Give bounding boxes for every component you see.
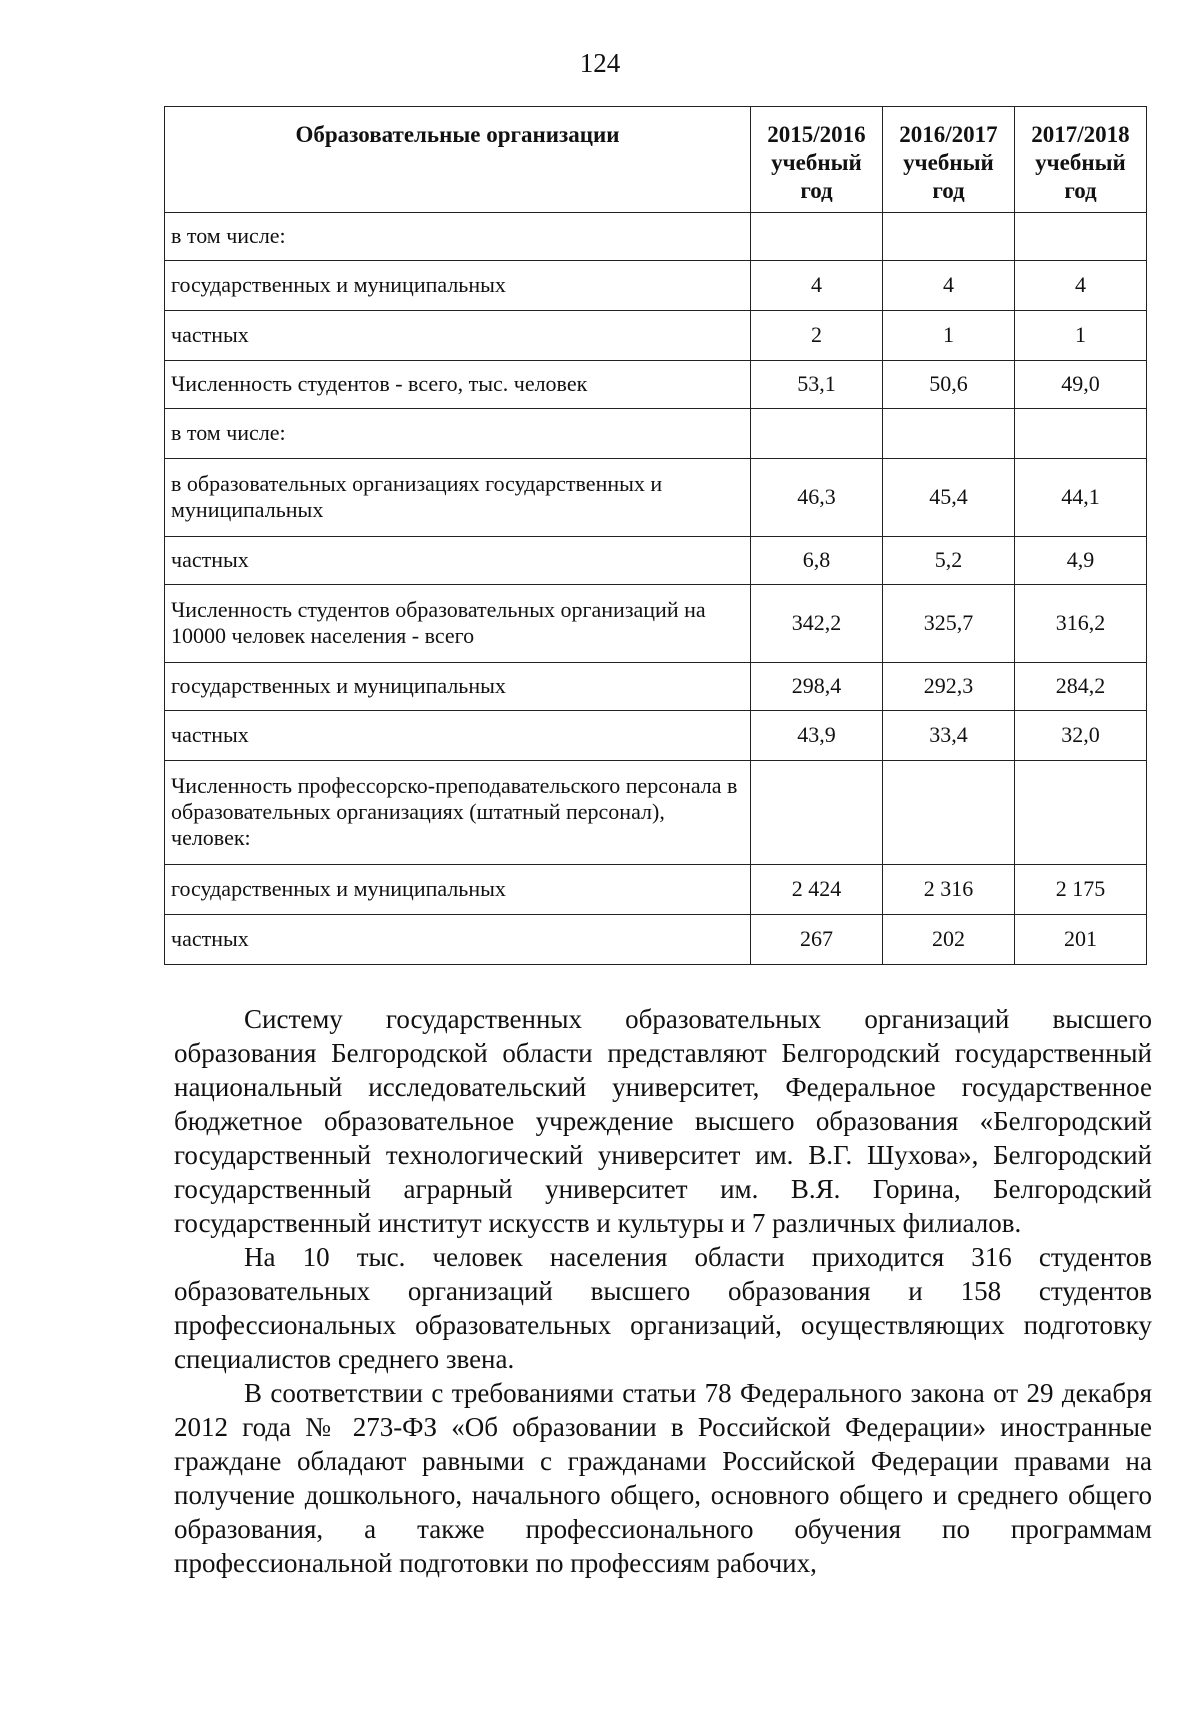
row-value: 33,4 [883,711,1015,761]
header-year-2017-2018: 2017/2018 учебный год [1015,107,1147,213]
header-year-2015-2016: 2015/2016 учебный год [751,107,883,213]
table-row [165,537,1147,585]
row-value: 2 [751,311,883,361]
row-value: 1 [883,311,1015,361]
body-text [174,1002,1152,1580]
row-value: 2 316 [883,865,1015,915]
row-value [1015,213,1147,261]
table-row [165,585,1147,663]
row-value [751,213,883,261]
row-value [1015,761,1147,865]
row-value: 284,2 [1015,663,1147,711]
row-value: 4 [883,261,1015,311]
row-value: 1 [1015,311,1147,361]
row-value: 325,7 [883,585,1015,663]
table-header-row [165,107,1147,213]
paragraph: В соответствии с требованиями статьи 78 Федерального закона от 29 декабря 2012 года № 273-ФЗ «Об образовании в Российской Федерации» иностранные граждане обладают равными с гражданами Российской Федерации правами на получение дошкольного, начального общего, основного общего и среднего общего образования, а также профессионального обучения по программам профессиональной подготовки по профессиям рабочих, [174,1378,1152,1578]
table-row [165,311,1147,361]
row-label: Численность профессорско-преподавательского персонала в образовательных организациях (штатный персонал), человек: [165,761,751,865]
row-value [883,761,1015,865]
row-value: 5,2 [883,537,1015,585]
row-value: 292,3 [883,663,1015,711]
row-value: 50,6 [883,361,1015,409]
row-value: 2 424 [751,865,883,915]
row-label: государственных и муниципальных [165,865,751,915]
row-value: 316,2 [1015,585,1147,663]
row-label: частных [165,711,751,761]
table-row [165,865,1147,915]
header-year-2016-2017: 2016/2017 учебный год [883,107,1015,213]
row-value [883,409,1015,459]
row-label: в образовательных организациях государственных и муниципальных [165,459,751,537]
row-value [883,213,1015,261]
row-label: частных [165,915,751,965]
education-statistics-table [164,106,1147,965]
row-value [751,409,883,459]
row-value: 4 [1015,261,1147,311]
row-value: 298,4 [751,663,883,711]
row-label: Численность студентов образовательных организаций на 10000 человек населения - всего [165,585,751,663]
row-value: 6,8 [751,537,883,585]
row-value: 32,0 [1015,711,1147,761]
table-row [165,213,1147,261]
row-label: в том числе: [165,409,751,459]
row-value: 4 [751,261,883,311]
paragraph: Систему государственных образовательных организаций высшего образования Белгородской области представляют Белгородский государственный национальный исследовательский университет, Федеральное государственное бюджетное образовательное учреждение высшего образования «Белгородский государственный технологический университет им. В.Г. Шухова», Белгородский государственный аграрный университет им. В.Я. Горина, Белгородский государственный институт искусств и культуры и 7 различных филиалов. [174,1004,1152,1238]
row-value: 202 [883,915,1015,965]
row-value: 45,4 [883,459,1015,537]
row-label: частных [165,537,751,585]
row-value: 49,0 [1015,361,1147,409]
table-row [165,459,1147,537]
row-label: государственных и муниципальных [165,261,751,311]
table-row [165,711,1147,761]
table-row [165,663,1147,711]
row-value [751,761,883,865]
row-label: частных [165,311,751,361]
row-label: в том числе: [165,213,751,261]
table-row [165,261,1147,311]
row-label: государственных и муниципальных [165,663,751,711]
row-value: 46,3 [751,459,883,537]
table-row [165,761,1147,865]
header-organizations: Образовательные организации [165,107,751,213]
row-value: 342,2 [751,585,883,663]
row-label: Численность студентов - всего, тыс. человек [165,361,751,409]
row-value: 44,1 [1015,459,1147,537]
row-value: 201 [1015,915,1147,965]
paragraph: На 10 тыс. человек населения области приходится 316 студентов образовательных организаций высшего образования и 158 студентов профессиональных образовательных организаций, осуществляющих подготовку специалистов среднего звена. [174,1242,1152,1374]
table-row [165,361,1147,409]
table-row [165,915,1147,965]
table-body [165,213,1147,965]
row-value: 4,9 [1015,537,1147,585]
row-value [1015,409,1147,459]
page-number: 124 [579,48,621,78]
row-value: 53,1 [751,361,883,409]
row-value: 2 175 [1015,865,1147,915]
table-row [165,409,1147,459]
row-value: 43,9 [751,711,883,761]
row-value: 267 [751,915,883,965]
